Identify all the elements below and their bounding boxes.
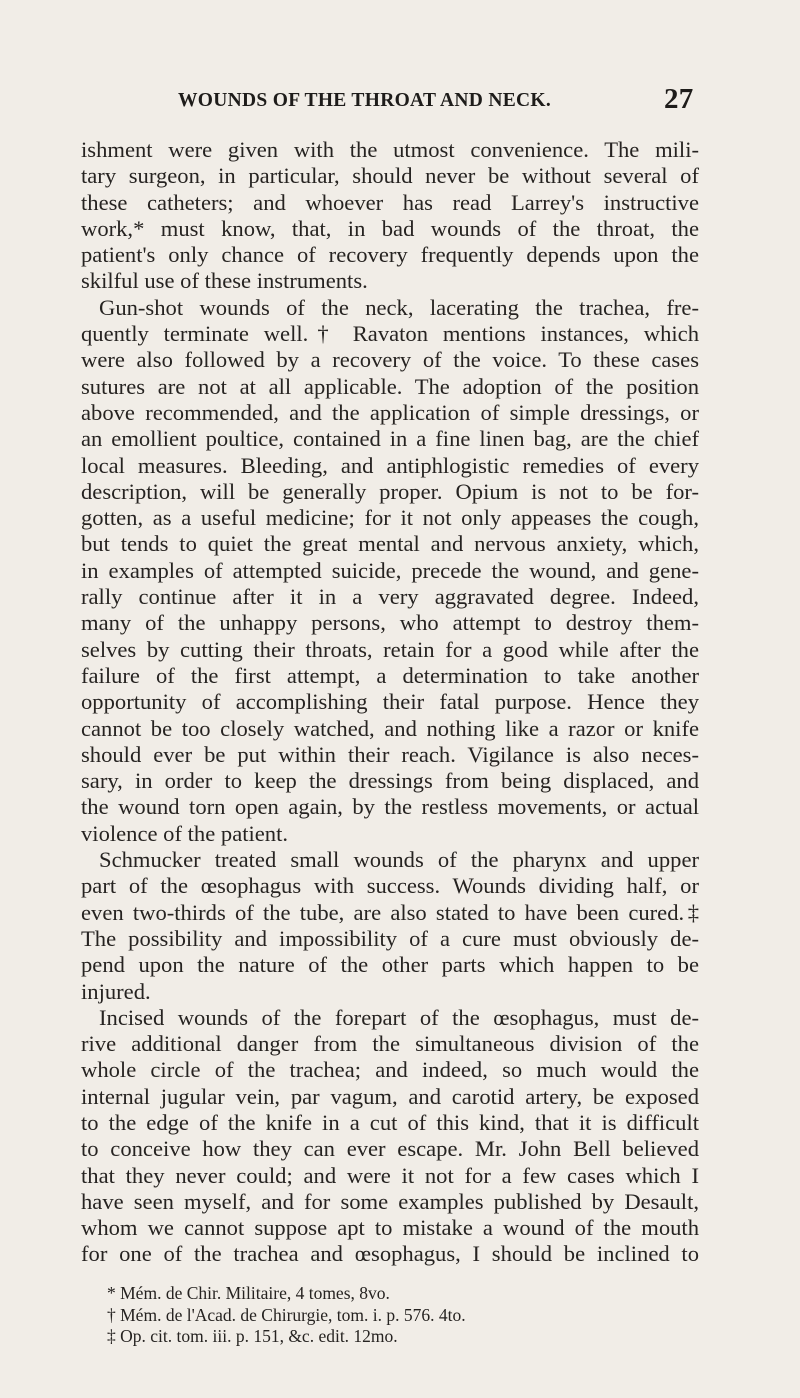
text-line: injured.	[81, 978, 151, 1004]
text-line: in examples of attempted suicide, precede the wound, and gene-	[81, 557, 699, 583]
text-line: that they never could; and were it not for a few cases which I	[81, 1162, 699, 1188]
text-line: tary surgeon, in particular, should never be without several of	[81, 163, 699, 189]
text-line: but tends to quiet the great mental and nervous anxiety, which,	[81, 531, 699, 557]
text-line: above recommended, and the application of simple dressings, or	[81, 399, 699, 425]
page-number: 27	[664, 83, 694, 115]
text-line: work,* must know, that, in bad wounds of the throat, the	[81, 215, 699, 241]
text-line: Incised wounds of the forepart of the œsophagus, must de-	[99, 1004, 699, 1030]
text-line: to conceive how they can ever escape. Mr. John Bell believed	[81, 1136, 699, 1162]
text-line: whole circle of the trachea; and indeed, so much would the	[81, 1057, 699, 1083]
text-line: the wound torn open again, by the restless movements, or actual	[81, 794, 699, 820]
text-line: selves by cutting their throats, retain for a good while after the	[81, 636, 699, 662]
text-line: The possibility and impossibility of a cure must obviously de-	[81, 925, 699, 951]
text-line: quently terminate well.† Ravaton mentions instances, which	[81, 321, 699, 347]
footnote: ‡ Op. cit. tom. iii. p. 151, &c. edit. 12mo.	[107, 1326, 398, 1346]
footnote: * Mém. de Chir. Militaire, 4 tomes, 8vo.	[107, 1283, 390, 1303]
text-line: have seen myself, and for some examples published by Desault,	[81, 1188, 699, 1214]
text-line: whom we cannot suppose apt to mistake a wound of the mouth	[81, 1215, 699, 1241]
text-line: many of the unhappy persons, who attempt to destroy them-	[81, 610, 699, 636]
text-line: internal jugular vein, par vagum, and carotid artery, be exposed	[81, 1083, 699, 1109]
text-line: rive additional danger from the simultaneous division of the	[81, 1031, 699, 1057]
body-text	[81, 137, 699, 1268]
text-line: sutures are not at all applicable. The adoption of the position	[81, 373, 699, 399]
text-line: gotten, as a useful medicine; for it not only appeases the cough,	[81, 505, 699, 531]
text-line: Schmucker treated small wounds of the pharynx and upper	[99, 847, 699, 873]
text-line: for one of the trachea and œsophagus, I should be inclined to	[81, 1241, 699, 1267]
text-line: rally continue after it in a very aggravated degree. Indeed,	[81, 584, 699, 610]
text-line: an emollient poultice, contained in a fine linen bag, are the chief	[81, 426, 699, 452]
text-line: Gun-shot wounds of the neck, lacerating the trachea, fre-	[99, 294, 699, 320]
text-line: failure of the first attempt, a determination to take another	[81, 662, 699, 688]
text-line: should ever be put within their reach. Vigilance is also neces-	[81, 741, 699, 767]
text-line: cannot be too closely watched, and nothing like a razor or knife	[81, 715, 699, 741]
footnote: † Mém. de l'Acad. de Chirurgie, tom. i. p. 576. 4to.	[107, 1304, 466, 1325]
text-line: part of the œsophagus with success. Wounds dividing half, or	[81, 873, 699, 899]
text-line: skilful use of these instruments.	[81, 268, 368, 294]
text-line: opportunity of accomplishing their fatal purpose. Hence they	[81, 689, 699, 715]
text-line: to the edge of the knife in a cut of this kind, that it is difficult	[81, 1109, 699, 1135]
text-line: even two-thirds of the tube, are also stated to have been cured.‡	[81, 899, 699, 925]
running-title: WOUNDS OF THE THROAT AND NECK.	[178, 90, 552, 111]
text-line: ishment were given with the utmost convenience. The mili-	[81, 137, 699, 162]
text-line: sary, in order to keep the dressings from being displaced, and	[81, 768, 699, 794]
text-line: patient's only chance of recovery frequently depends upon the	[81, 242, 699, 268]
text-line: were also followed by a recovery of the voice. To these cases	[81, 347, 699, 373]
text-line: violence of the patient.	[81, 820, 289, 846]
text-line: local measures. Bleeding, and antiphlogistic remedies of every	[81, 452, 699, 478]
text-line: description, will be generally proper. Opium is not to be for-	[81, 478, 699, 504]
footnotes	[107, 1283, 667, 1348]
text-line: pend upon the nature of the other parts which happen to be	[81, 952, 699, 978]
text-line: these catheters; and whoever has read Larrey's instructive	[81, 189, 699, 215]
